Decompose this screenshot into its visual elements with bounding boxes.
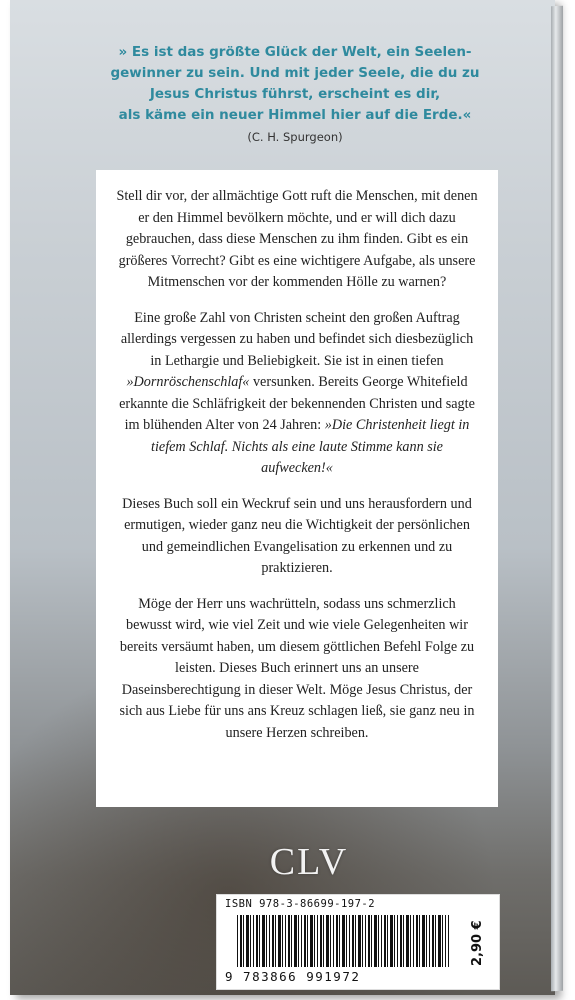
quote-line: als käme ein neuer Himmel hier auf die Erde.« bbox=[118, 107, 472, 123]
isbn-barcode-box bbox=[216, 894, 500, 990]
whitefield-quote: »Die Christenheit liegt in tiefem Schlaf. Nichts als eine laute Stimme kann sie aufwecken!« bbox=[151, 417, 470, 476]
isbn-label: ISBN 978-3-86699-197-2 bbox=[225, 898, 376, 910]
book-spine-edge bbox=[551, 6, 563, 991]
publisher-logo: CLV bbox=[269, 841, 349, 883]
barcode bbox=[237, 915, 449, 967]
blurb-text: Eine große Zahl von Christen scheint den großen Auftrag allerdings vergessen zu haben und befindet sich diesbezüglich in Lethargie und Beliebigkeit. Sie ist in einen tiefen bbox=[120, 309, 474, 369]
blurb-paragraph-2 bbox=[114, 308, 480, 480]
blurb-paragraph-3: Dieses Buch soll ein Weckruf sein und uns herausfordern und ermutigen, wieder ganz neu die Wichtigkeit der persönlichen und gemeindlichen Evangelisation zu erkennen und zu praktizieren. bbox=[122, 495, 472, 576]
spurgeon-quote bbox=[70, 42, 520, 126]
quote-line: » Es ist das größte Glück der Welt, ein Seelen- bbox=[118, 44, 472, 60]
quote-line: gewinner zu sein. Und mit jeder Seele, die du zu bbox=[110, 65, 480, 81]
blurb-textbox bbox=[96, 170, 498, 807]
blurb-paragraph-4: Möge der Herr uns wachrütteln, sodass uns schmerzlich bewusst wird, wie viel Zeit und wie viele Gelegenheiten wir bereits versäumt haben, um diesem göttlichen Befehl Folge zu leisten. Dieses Buch erinnert uns an unsere Daseinsberechtigung in dieser Welt. Möge Jesus Christus, der sich aus Liebe für uns ans Kreuz schlagen ließ, sie ganz neu in unsere Herzen schreiben. bbox=[119, 595, 475, 741]
quote-line: Jesus Christus führst, erscheint es dir, bbox=[149, 86, 441, 102]
quote-author: (C. H. Spurgeon) bbox=[247, 130, 343, 144]
price-label: 2,90 € bbox=[470, 920, 485, 966]
blurb-paragraph-1: Stell dir vor, der allmächtige Gott ruft die Menschen, mit denen er den Himmel bevölkern möchte, und er will dich dazu gebrauchen, dass diese Menschen zu ihm finden. Gibt es ein größeres Vorrecht? Gibt es eine wichtigere Aufgabe, als unsere Mitmenschen vor der kommenden Hölle zu warnen? bbox=[116, 188, 478, 290]
blurb-emphasis: »Dornröschenschlaf« bbox=[126, 374, 250, 390]
book-back-cover bbox=[10, 0, 555, 995]
blurb-text: versunken. Bereits George Whitefield erkannte die Schläfrigkeit der bekennenden Christen und sagte im blühenden Alter von 24 Jahren: bbox=[119, 374, 475, 433]
barcode-digits: 9 783866 991972 bbox=[225, 969, 361, 984]
